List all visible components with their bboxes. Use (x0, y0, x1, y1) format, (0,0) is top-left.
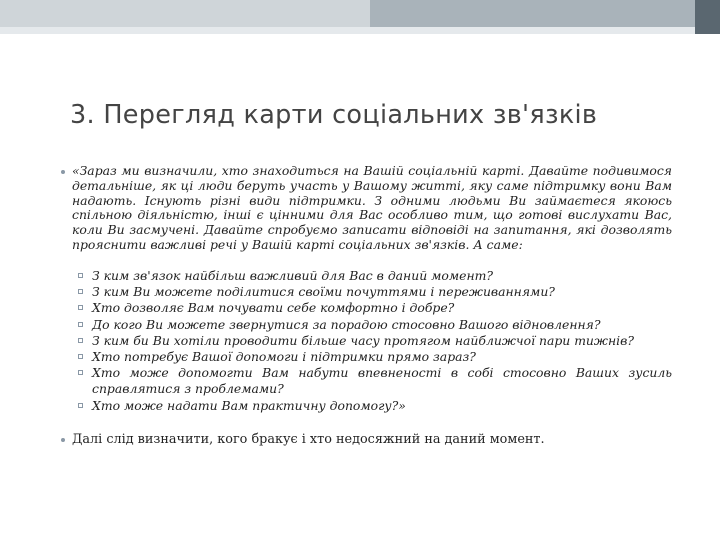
question-item (92, 349, 672, 365)
questions-list (92, 268, 672, 414)
top-band-bar (0, 0, 720, 27)
sub-bullet-icon (78, 370, 83, 375)
sub-bullet-icon (78, 338, 83, 343)
top-band-segment-light (0, 0, 370, 27)
question-text: Хто може допомогти Вам набути впевненості в собі стосовно Ваших зусиль справлятися з проблемами? (92, 365, 672, 397)
question-item (92, 365, 672, 397)
question-text: До кого Ви можете звернутися за порадою стосовно Вашого відновлення? (92, 316, 601, 332)
top-band-corner-block (695, 0, 720, 34)
bullet-icon (61, 170, 65, 174)
bullet-icon (61, 438, 65, 442)
question-text: З ким Ви можете поділитися своїми почуттями і переживаннями? (92, 284, 555, 300)
sub-bullet-icon (78, 289, 83, 294)
question-item (92, 300, 672, 316)
top-band-accent-line (0, 27, 695, 34)
sub-bullet-icon (78, 403, 83, 408)
question-text: З ким би Ви хотіли проводити більше часу протягом найближчої пари тижнів? (92, 332, 634, 348)
question-text: Хто потребує Вашої допомоги і підтримки прямо зараз? (92, 349, 476, 365)
quote-paragraph: «Зараз ми визначили, хто знаходиться на Вашій соціальній карті. Давайте подивимося детальніше, як ці люди беруть участь у Вашому житті, яку саме підтримку вони Вам надають. Існують різні види підтримки. З одними людьми Ви займаєтеся якоюсь спільною діяльністю, інші є цінними для Вас особливо тим, що готові вислухати Вас, коли Ви засмучені. Давайте спробуємо записати відповіді на запитання, які дозволять прояснити важливі речі у Вашій карті соціальних зв'язків. А саме: (72, 163, 672, 252)
question-item (92, 317, 672, 333)
top-band-segment-mid (370, 0, 695, 27)
second-point-text: Далі слід визначити, кого бракує і хто недосяжний на даний момент. (72, 432, 545, 447)
question-item (92, 284, 672, 300)
question-item (92, 398, 672, 414)
top-decorative-band (0, 0, 720, 34)
sub-bullet-icon (78, 305, 83, 310)
question-text: Хто дозволяє Вам почувати себе комфортно і добре? (92, 300, 455, 316)
question-text: Хто може надати Вам практичну допомогу?» (92, 397, 406, 413)
sub-bullet-icon (78, 322, 83, 327)
question-text: З ким зв'язок найбільш важливий для Вас в даний момент? (92, 268, 494, 283)
sub-bullet-icon (78, 273, 83, 278)
sub-bullet-icon (78, 354, 83, 359)
question-item (92, 333, 672, 349)
slide-title: 3. Перегляд карти соціальних зв'язків (70, 100, 598, 130)
question-item (92, 268, 672, 284)
